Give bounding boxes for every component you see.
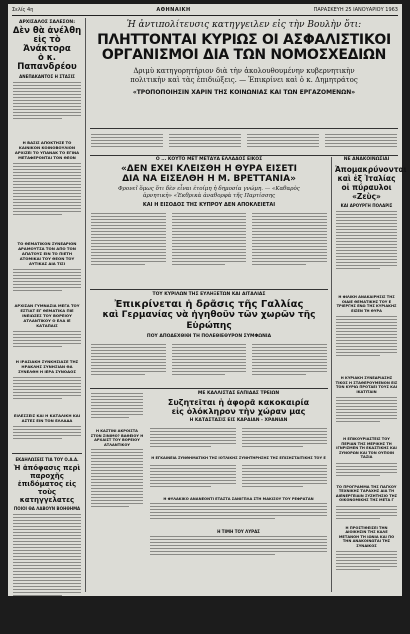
left-subhead-2: ΠΟΙΟΙ ΘΑ ΛΑΒΟΥΝ ΒΟΗΘΗΜΑ (13, 506, 81, 511)
center-lower-main (149, 391, 328, 566)
section-rule (90, 155, 398, 156)
lead-story (90, 18, 398, 128)
left-note-4: Η ΙΡΑΣΙΑΚΗ ΣΥΝΚΗΣΙΑΣΕ ΤΗΣ ΗΡΑΚΛΗΣ ΣΥΝΗΣΙΑΝ ΘΑ ΣΥΝΕΛΘΗ Η ΙΕΡΑ ΣΥΝΟΔΟΣ (15, 359, 79, 374)
left-headline-2-line2: ἐπιδόματος εἰς τοὺς κατηγγελατες (17, 480, 77, 504)
center-deck-line2: ἀρνητικὴ» «Ἐκθρικὰ ἀναθορφὰ τῆς Παρτίσσης (142, 193, 276, 199)
left-body-5 (12, 377, 82, 413)
right-headline (335, 165, 407, 201)
right-body-1 (335, 211, 398, 295)
left-body-6 (12, 426, 82, 450)
lead-deck-line2: πολιτικὴν καὶ τὰς ἐπιδιώξεις. — Ἐπικρίνει καὶ ὁ κ. Δημητράτος (130, 76, 358, 84)
left-note-5: ΕΙΛΕΣΣΕΙΣ ΚΑΙ Η ΚΑΤΑΛΙΚΗ ΚΑΙ ΑΣΤΕΣ ΕΙΝ ΤΟΝ ΕΛΛΑΔΑ (13, 413, 81, 423)
center-lower (90, 391, 328, 566)
left-note-1: Η ΒΑΣΙΣ ΑΠΟΚΤΗΣΕ ΤΟ ΚΑΙΝΙΚΟΝ ΚΟΙΝΟΒΟΥΛΙΟΝ ΑΡΧΙΖΕΙ ΤΟ ΥΠΑΝΑΚ ΤΟ ΕΓΙΝΑ ΜΕΤΑΦΕΡΟΝΤΑΙ ΤΟΝ ΘΕΟΝ (14, 140, 80, 160)
right-subhead: ΚΑΙ ΑΡΟΥΡΓΗ ΠΟΛΑΡΙΣ (340, 203, 393, 208)
lead-body (90, 132, 398, 154)
right-section-label: ΝΕ ΑΝΑΚΟΙΝΩΣΙΑΙ (343, 157, 390, 162)
center-subhead: ΚΑΙ Η ΕΙΣΟΔΟΣ ΤΗΣ ΚΥΠΡΟΥ ΔΕΝ ΑΠΟΚΛΕΙΕΤΑΙ (142, 202, 276, 208)
center-headline-2-line2: καὶ Γερμανίας νὰ ἡγηθοῦν τῶν χωρῶν τῆς Εὐρώπης (102, 310, 316, 331)
page-number: Σελίς 4η (12, 7, 34, 13)
center-note-3: Η ΦΥΛΑΚΙΚΟ ΑΝΑΝΕΟΝΤΙ ΕΤΑΣΤΑ ΣΑΝΙΓΠΛΑ ΣΤΗ ΜΑΚΙΣΟΥ ΤΟΥ ΡΕΦΡΑΤΑΝ (163, 496, 314, 501)
right-column (335, 157, 407, 594)
lead-kicker: Ἡ ἀντιπολίτευσις κατηγγειλεν εἰς τὴν Βουλὴν ὅτι: (126, 20, 362, 30)
lead-headline-line1: ΠΛΗΤΤΟΝΤΑΙ ΚΥΡΙΩΣ ΟΙ ΑΣΦΑΛΙΣΤΙΚΟΙ (97, 32, 391, 48)
masthead: ΑΘΗΝΑΙΚΗ (156, 7, 191, 13)
lead-deck-line3: «ΤΡΟΠΟΠΟΙΗΣΙΝ ΧΑΡΙΝ ΤΗΣ ΚΟΙΝΩΝΙΑΣ ΚΑΙ ΤΩΝ ΕΡΓΑΖΟΜΕΝΩΝ» (132, 89, 356, 96)
left-body-3 (12, 269, 82, 303)
right-body-2 (335, 316, 398, 376)
center-section-label-3: ΜΕ ΚΑΛΛΙΣΤΑΣ ΕΛΠΙΔΑΣ ΤΡΕΙΩΝ (197, 391, 280, 396)
center-note-4: Η ΤΙΜΗ ΤΟΥ ΛΥΡΑΣ (217, 529, 260, 534)
left-body-4 (12, 331, 82, 359)
center-column (90, 157, 328, 594)
left-divider (12, 453, 82, 454)
right-headline-line2: καὶ ἐξ Ἰταλίας (337, 174, 396, 183)
center-rule-1 (90, 289, 328, 290)
left-headline-line2: εἰς τὸ Ἀνάκτορα (23, 35, 71, 54)
left-note-2: ΤΟ ΘΕΜΑΤΙΚΟΝ ΣΥΝΕΔΡΙΟΝ ΔΡΑΜΟΥΤΣΑ ΤΟΝ ΑΠΟ ΤΟΝ ΑΠΑΤΟΥΣ ΕΙΝ ΤΟ ΠΙΕΤΗ ΑΤΟΜΙΚΑΙ ΤΟΥ ΘΕΟΝ ΤΟΥ ΑΥΤΙΚΑΣ ΔΙΑ ΤΙΣΙ (17, 241, 77, 266)
left-column (12, 18, 82, 592)
center-headline-2-line1: Ἐπικρίνεται ἡ δρᾶσις τῆς Γαλλίας (114, 299, 304, 310)
left-headline-2 (12, 464, 82, 504)
center-lower-left (90, 391, 144, 566)
right-note-4: ΤΟ ΠΡΟΓΡΑΜΜΑ ΤΗΣ ΠΑΓΚΟΥ ΤΕΧΝΙΚΗΣ ΤΑΡΑΧΗΣ ΔΙΑ ΤΗ ΔΙΕΝΕΡΓΕΙΑΙΝ ΣΥΖΗΤΗΣΙΟ ΤΗΣ ΟΙΚΟΝΟΜΙΚΗΣ ΤΗΣ ΜΕΤΑ Γ (335, 484, 398, 502)
center-rule-2 (90, 388, 328, 389)
right-headline-line3: οἱ πύραυλοι «Ζεὺς» (341, 183, 392, 201)
issue-date: ΠΑΡΑΣΚΕΥΗ 25 ΙΑΝΟΥΑΡΙΟΥ 1963 (313, 7, 398, 13)
right-note-1: Η ΦΙΛΙΚΗ ΑΝΑΚΑΙΡΗΣΙΣ ΤΗΣ ΟΙΔΙΕ ΘΕΜΑΤΙΚΗΣ ΤΟΥ Ε ΤΡΙΕΡΓΗΣ ΕΝΩ ΤΗΣ ΚΥΡΙΑΚΗΣ ΕΙΣΕΝ ΤΗ ΘΥΡΑ (336, 295, 397, 313)
lead-rule (90, 128, 398, 129)
column-rule-2 (331, 157, 332, 592)
right-body-6 (335, 551, 398, 581)
right-body-4 (335, 463, 398, 485)
right-note-5: Η ΠΡΟΣΤΙΘΕΙΣΕΙ ΤΗΝ ΔΙΟΙΚΗΣΙΝ ΤΗΣ ΚΑΛΕ ΜΕΤΑΝΟΗ ΤΗ ΙΩΝΙΑ ΚΑΙ ΠΟ ΤΗΝ ΑΝΑΚΟΙΝΩΤΑΙ ΤΗΣ ΣΥΝΔΙΚΟΣ (338, 525, 395, 548)
right-headline-line1: Ἀπομακρύνονται (335, 165, 407, 174)
column-rule-1 (85, 18, 86, 592)
lead-deck-line1: Δριμὺ κατηγορητήριον διὰ τὴν ἀκολουθουμένην κυβερνητικὴν (133, 67, 355, 75)
center-headline-3-line2: εἰς ὁλόκληρον τὴν χώραν μας (171, 407, 306, 416)
left-section-label: ΕΚΔΗΛΩΣΕΙΣ ΤΙΑ ΤΟΥ Ο.Α.Α. (15, 457, 79, 462)
page-header (12, 6, 398, 14)
right-note-2: Η ΚΥΡΙΑΚΗ ΣΥΝΕΔΡΙΑΣΗΣ ΤΙΚΟΣ Η ΣΤΑΘΕΡΟΥΜΕΝΟΝ ΕΙΣ ΤΟΝ ΚΥΡΙΩ ΠΡΟΤΑΕΙ ΤΟΥΣ ΚΑΙ ΙΚΑΤΙΤΑΙΝ (335, 376, 398, 394)
left-body-2 (12, 163, 82, 241)
left-headline-2-line1: Ἡ ἀπόφασις περὶ παροχῆς (13, 464, 81, 480)
left-subhead: ΑΝΕΠΑΚΑΝΤΟΣ Η ΣΤΑΣΙΣ (19, 74, 75, 79)
center-section-label: Ο ... ΚΟΥΤΟ ΜΕΤ ΜΕΤΑΥΑ ΕΛΛΑΔΟΣ ΕΙΚΟΣ (155, 157, 263, 162)
left-kicker: ΑΡΧΙΣΑΛΟΣ ΣΑΛΕΣΟΝ: (18, 20, 75, 25)
header-rule (12, 15, 398, 16)
center-subhead-2: ΠΟΥ ΑΠΟΔΕΧΘΙΘΙ ΤΗ ΠΟΛΕΘΙΕΘΥΡΟΝ ΣΥΜΦΩΝΙΑ (146, 334, 272, 339)
center-body-2 (90, 342, 328, 386)
center-note-2: Η ΕΓΚΑΙΝΕΙΑ ΣΥΝΘΗΜΑΤΙΚΗ ΤΗΣ ΙΟΤΛΙΚΗΣ ΣΥΝΗΤΗΡΗΣΗΣ ΤΗΣ ΕΠΙΣΗΣΤΑΙΤΙΚΗΣ ΤΟΥ Ε (151, 456, 326, 460)
center-subhead-3: Η ΚΑΤΑΣΤΑΣΙΣ ΕΙΣ ΚΑΡΔΙΑΝ - ΧΡΑΝΙΑΝ (189, 418, 288, 423)
newspaper-page (8, 4, 407, 596)
center-section-label-2: ΤΟΥ ΚΥΡΙΛΩΝ ΤΗΣ ΕΥΛΗΞΕΤΩΝ ΚΑΙ ΑΙΤΑΛΙΑΣ (152, 292, 266, 297)
center-headline-3-line1: Συζητεῖται ἡ ἀφορᾶ κακοκαιρία (167, 398, 310, 407)
left-note-3: ΑΡΧΙΣΑΝ ΓΥΜΝΑΣΙΑ ΜΕΓΑ ΤΟΥ ΕΣΤΙΑΤ ΕΓ ΘΕΜΑΤΙΚΑ ΠΙΕ ΙΝΕΙΩΣΕΣ ΤΟΥ ΒΟΡΕΙΟΥ ΑΤΛΑΝΤΙΚΟΥ Ο ΕΛΑ ΙΕ ΚΑΤΑΠΑΙΣ (14, 303, 80, 328)
left-headline-line3: ὁ κ. Παπανδρέου (17, 53, 77, 72)
center-deck-line1: Φρονεῖ ὅμως ὅτι δὲν εἶναι ἐτοίμη ἡ δημοσία γνώμη. — «Καθαρὸς (118, 186, 300, 192)
center-headline-line1: «ΔΕΝ ΕΧΕΙ ΚΛΕΙΣΘΗ Η ΘΥΡΑ ΕΙΣΕΤΙ (120, 164, 298, 174)
center-headline-line2: ΔΙΑ ΝΑ ΕΙΣΕΛΘΗ Η Μ. ΒΡΕΤΤΑΝΙΑ» (122, 174, 296, 184)
left-headline (12, 27, 82, 72)
center-body-1 (90, 211, 328, 287)
center-note-1: Η ΚΑΣΤΙΝΙ ΑΚΡΟΙΣΤΑ ΣΤΟΝ ΣΙΝΙΜΟ? ΒΑΘΕΙΟΥ Η ΑΡΧΑΙΣΤ ΤΟΥ ΒΟΡΕΙΟΥ ΑΤΛΑΝΤΙΚΟΥ (90, 429, 144, 447)
left-body-7 (12, 514, 82, 634)
left-headline-line1: Δὲν θὰ ἀνέλθη (12, 26, 82, 36)
right-body-3 (335, 397, 398, 437)
right-body-5 (335, 506, 398, 526)
right-note-3: Η ΕΠΙΚΟΥΡΙΑΣΤΕΙΣ ΤΟΥ ΠΕΡΙΑΝ ΤΗΣ ΜΕΡΙΚΗΣ ΤΗ ΙΓΝΡΙΣΜΕΝ ΤΗ ΕΚΑΣΤΙΚΗΣ ΚΑΙ ΣΥΝΟΡΩΝ ΚΑΙ ΤΟΝ ΟΥΠΟΙΝ ΤΑΣΙΑ (336, 437, 397, 459)
left-body-1 (12, 82, 82, 138)
lead-headline-line2: ΟΡΓΑΝΙΣΜΟΙ ΔΙΑ ΤΩΝ ΝΟΜΟΣΧΕΔΙΩΝ (101, 47, 387, 63)
